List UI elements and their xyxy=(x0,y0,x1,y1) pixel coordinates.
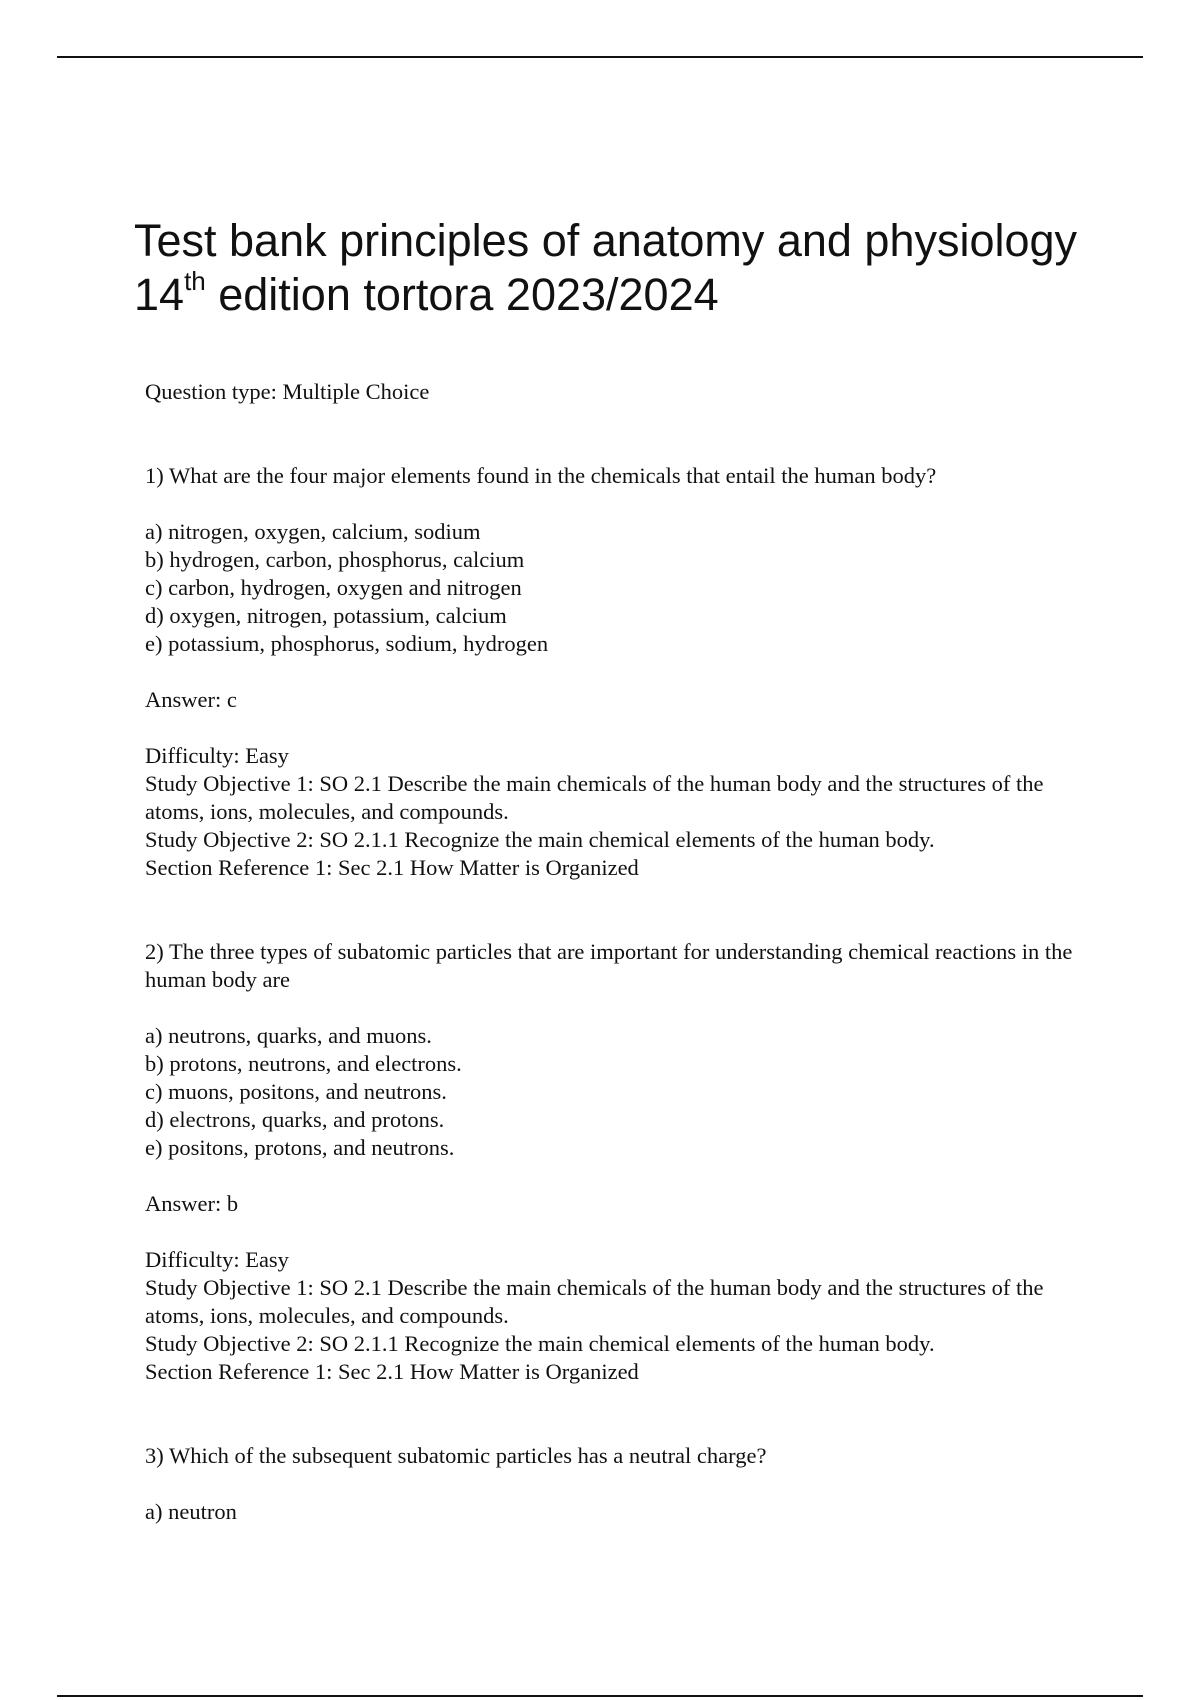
option-list xyxy=(145,1498,1095,1526)
title-edition-number: 14 xyxy=(134,269,185,320)
option-list xyxy=(145,1022,1095,1162)
top-rule xyxy=(57,56,1143,58)
option-a: a) neutrons, quarks, and muons. xyxy=(145,1023,432,1048)
answer: Answer: c xyxy=(145,687,237,712)
section-reference: Section Reference 1: Sec 2.1 How Matter is Organized xyxy=(145,855,639,880)
bottom-rule xyxy=(57,1695,1143,1697)
question-2 xyxy=(145,938,1095,1386)
option-list xyxy=(145,518,1095,658)
study-objective-1: Study Objective 1: SO 2.1 Describe the main chemicals of the human body and the structures of the atoms, ions, molecules, and compounds. xyxy=(145,771,1044,824)
question-text: 1) What are the four major elements found in the chemicals that entail the human body? xyxy=(145,463,937,488)
study-objective-2: Study Objective 2: SO 2.1.1 Recognize the main chemical elements of the human body. xyxy=(145,827,935,852)
question-meta xyxy=(145,1246,1095,1386)
question-meta xyxy=(145,742,1095,882)
option-b: b) hydrogen, carbon, phosphorus, calcium xyxy=(145,547,525,572)
question-text: 3) Which of the subsequent subatomic particles has a neutral charge? xyxy=(145,1443,767,1468)
document-body xyxy=(145,378,1095,1554)
option-e: e) potassium, phosphorus, sodium, hydrogen xyxy=(145,631,549,656)
title-line-2-rest: edition tortora 2023/2024 xyxy=(205,269,719,320)
option-a: a) nitrogen, oxygen, calcium, sodium xyxy=(145,519,481,544)
question-3 xyxy=(145,1442,1095,1526)
title-line-1: Test bank principles of anatomy and physiology xyxy=(134,215,1078,266)
option-c: c) muons, positons, and neutrons. xyxy=(145,1079,447,1104)
study-objective-2: Study Objective 2: SO 2.1.1 Recognize the main chemical elements of the human body. xyxy=(145,1331,935,1356)
option-c: c) carbon, hydrogen, oxygen and nitrogen xyxy=(145,575,522,600)
option-d: d) oxygen, nitrogen, potassium, calcium xyxy=(145,603,507,628)
title-edition-suffix: th xyxy=(184,266,206,296)
difficulty: Difficulty: Easy xyxy=(145,1247,289,1272)
option-a: a) neutron xyxy=(145,1499,237,1524)
answer: Answer: b xyxy=(145,1191,239,1216)
option-d: d) electrons, quarks, and protons. xyxy=(145,1107,445,1132)
difficulty: Difficulty: Easy xyxy=(145,743,289,768)
title-line-2 xyxy=(134,268,1134,322)
question-text: 2) The three types of subatomic particles that are important for understanding chemical reactions in the human body are xyxy=(145,939,1073,992)
option-b: b) protons, neutrons, and electrons. xyxy=(145,1051,462,1076)
study-objective-1: Study Objective 1: SO 2.1 Describe the main chemicals of the human body and the structures of the atoms, ions, molecules, and compounds. xyxy=(145,1275,1044,1328)
document-title xyxy=(134,214,1134,322)
option-e: e) positons, protons, and neutrons. xyxy=(145,1135,455,1160)
section-reference: Section Reference 1: Sec 2.1 How Matter is Organized xyxy=(145,1359,639,1384)
question-1 xyxy=(145,462,1095,882)
question-type: Question type: Multiple Choice xyxy=(145,379,430,404)
